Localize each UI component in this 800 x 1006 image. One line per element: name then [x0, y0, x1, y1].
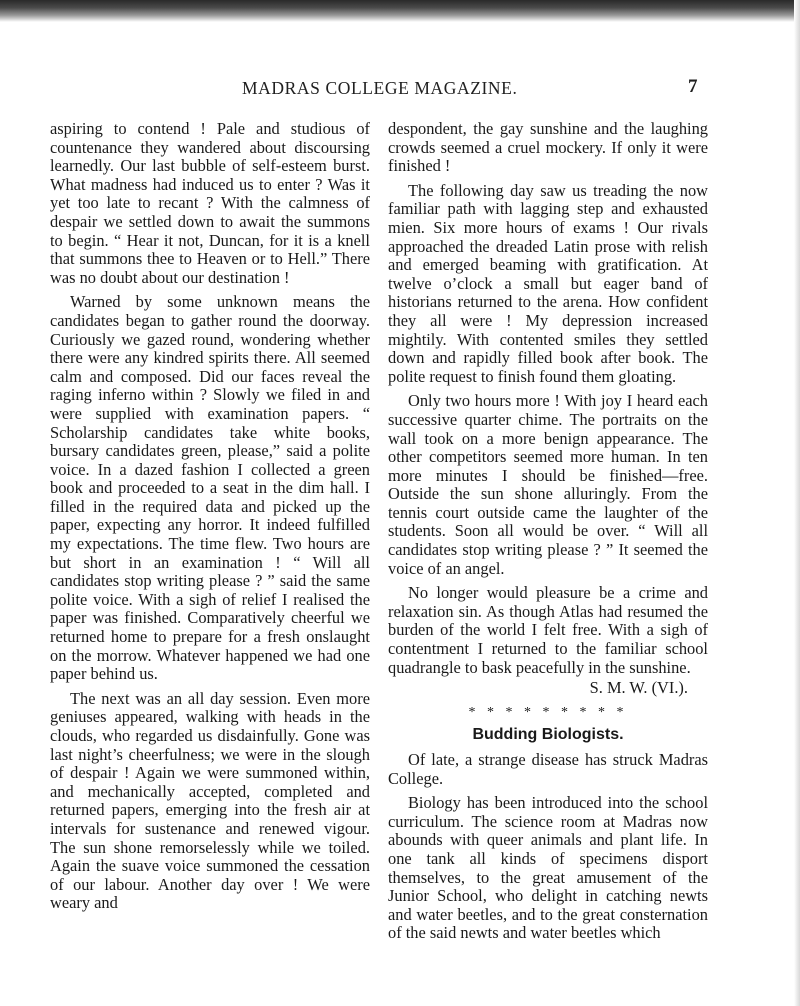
paragraph: Only two hours more ! With joy I heard each successive quarter chime. The portraits on the wall took on a more benign appearance. The other competitors seemed more human. In ten more minutes I should be finished—free. Outside the sun shone alluringly. From the tennis court outside came the laughter of the students. Soon all would be over. “ Will all candidates stop writing please ? ” It seemed the voice of an angel.: [388, 391, 708, 578]
left-column: [50, 120, 370, 913]
paragraph: Warned by some unknown means the candidates began to gather round the doorway. Curiously we gazed round, wondering whether there were any kindred spirits there. All seemed calm and composed. Did our faces reveal the raging inferno within ? Slowly we filed in and were supplied with examination papers. “ Scholarship candidates take white books, bursary candidates green, please,” said a polite voice. In a dazed fashion I collected a green book and proceeded to a seat in the dim hall. I filled in the required data and picked up the paper, expecting any horror. It indeed fulfilled my expectations. The time flew. Two hours are but short in an examination ! “ Will all candidates stop writing please ? ” said the same polite voice. With a sigh of relief I realised the paper was finished. Comparatively cheerful we returned home to prepare for a fresh onslaught on the morrow. Whatever happened we had one paper behind us.: [50, 292, 370, 684]
paragraph: The next was an all day session. Even more geniuses appeared, walking with heads in the clouds, who regarded us disdainfully. Gone was last night’s cheerfulness; we were in the slough of despair ! Again we were summoned within, and mechanically accepted, completed and returned papers, emerging into the fresh air at intervals for sustenance and renewed vigour. The sun shone remorselessly while we toiled. Again the suave voice summoned the cessation of our labour. Another day over ! We were weary and: [50, 688, 370, 913]
paragraph: The following day saw us treading the now familiar path with lagging step and exhausted mien. Six more hours of exams ! Our rivals approached the dreaded Latin prose with relish and emerged beaming with gratification. At twelve o’clock a small but eager band of historians returned to the arena. How confident they all were ! My depression increased mightily. With contented smiles they settled down and rapidly filled book after book. The polite request to finish found them gloating.: [388, 180, 708, 386]
paragraph: Of late, a strange disease has struck Madras College.: [388, 750, 708, 788]
scan-top-edge: [0, 0, 800, 22]
section-heading: Budding Biologists.: [472, 726, 624, 744]
right-column: [388, 120, 708, 943]
paragraph: Biology has been introduced into the school curriculum. The science room at Madras now abounds with queer animals and plant life. In one tank all kinds of specimens disport themselves, to the great amusement of the Junior School, who delight in catching newts and water beetles, and to the great consternation of the said newts and water beetles which: [388, 793, 708, 943]
paragraph: aspiring to contend ! Pale and studious of countenance they wandered about discoursing learnedly. Our last bubble of self-esteem burst. What madness had induced us to enter ? Was it yet too late to recant ? With the calmness of despair we settled down to await the summons to begin. “ Hear it not, Duncan, for it is a knell that summons thee to Heaven or to Hell.” There was no doubt about our destination !: [50, 119, 370, 287]
author-signature: S. M. W. (VI.).: [589, 678, 688, 698]
section-divider: * * * * * * * * *: [468, 704, 628, 720]
scan-right-edge: [794, 0, 800, 1006]
magazine-title: MADRAS COLLEGE MAGAZINE.: [242, 78, 518, 98]
page-header: [0, 76, 800, 106]
page-number: 7: [688, 76, 698, 97]
paragraph: despondent, the gay sunshine and the laughing crowds seemed a cruel mockery. If only it were finished !: [388, 119, 708, 176]
paragraph: No longer would pleasure be a crime and relaxation sin. As though Atlas had resumed the burden of the world I felt free. With a sigh of contentment I returned to the familiar school quadrangle to bask peacefully in the sunshine.: [388, 583, 708, 677]
